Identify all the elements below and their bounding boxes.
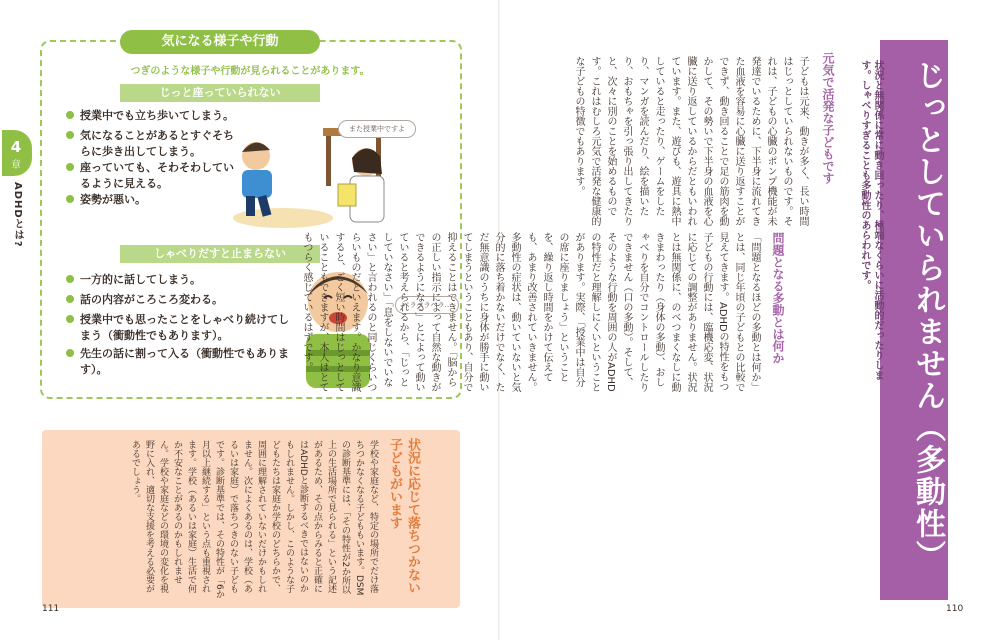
bullet-item: 話の内容がころころ変わる。 [66, 292, 250, 308]
illustration-wandering-boy [228, 96, 458, 236]
column-body: 学校や家庭など、特定の場所でだけ落ちつかなくなる子どももいます。DSMの診断基準には、「その特性が2か所以上の生活場所で見られる」という記述があるため、その点からみると正確にはADHDと診断するべきではないのかもしれません。しかし、このような子どもたちは家庭か学校のどちらかで、周囲に理解されていないだけかもしれません。次によくあるのは、学校（あるいは家庭）で落ちつきのない子どもです。診断基準では、その特性が「6か月以上継続する」という点も重視されます。学校（あるいは家庭）生活で何か不安なことがあるのかもしれません。学校や家庭などの環境の変化を視野に入れ、適切な支援を考える必要があるでしょう。 [130, 440, 378, 599]
section-heading: 問題となる多動とは何か [771, 232, 785, 364]
bullet-item: 座っていても、そわそわしているように見える。 [66, 160, 240, 192]
column-title: 状況に応じて落ちつかない子どもがいます [387, 438, 420, 594]
section-body: 子どもは元来、動きが多く、長い時間はじっとしていられないものです。それは、子どもの心臓のポンプ機能が未発達でいるために、下半身に流れてきた血液を容易に心臓に送り返すことができず、動き回ることで足の筋肉を動かして、その勢いで下半身の血液を心臓に送り返しているからだともいわれています。また、遊びも、遊具に熱中していると走ったり、ゲームをしたり、マンガを読んだり、絵を描いたり、おもちゃを引っ張り出してきたりと、次々に別のことを始めるものです。これはむしろ元気で活発な健康的な子どもの特徴でもあります。 [573, 56, 808, 226]
bullet-dot-icon [66, 163, 74, 171]
bullet-item: 一方的に話してしまう。 [66, 272, 250, 288]
page-title: じっとしていられません（多動性） [910, 60, 945, 572]
bullet-dot-icon [66, 295, 74, 303]
section-heading-talking: しゃべりだすと止まらない [120, 245, 320, 263]
section-body: 「問題となるほどの多動とは何か」とは、同じ年頃の子どもとの比較で見えてきます。ADHDの特性をもつ子どもの行動には、臨機応変、状況に応じての調整がありません。状況とは無関係に、のべつまくなしに動きまわったり（身体の多動）、おしゃべりを自分でコントロールしたりできません（口の多動）。そして、そのような行動を周囲の人がADHDの特性だと理解しにくいということがあります。実際、「授業中は自分の席に座りましょう」ということを、繰り返し時間をかけて伝えても、あまり改善されていきません。多動性の症状は、動いていないと気分的に落ち着かないだけでなく、ただ無意識のうちに身体が勝手に動いてしまうということもあり、自分で抑えることはできません。「脳からの正しい指示によって自然な動きができるようになる」とによって動いていると考えられるから、「じっとしていなさい」「息をしないでいなさい」と言われるのと同じくらいつらいものだといえます。かなり意識すると、ごく短い時間はじっとしていることもできますが、本人はとてもつらく感じているはずです。 [301, 232, 760, 392]
bullet-dot-icon [66, 275, 74, 283]
bullet-dot-icon [66, 195, 74, 203]
page-number: 110 [946, 604, 964, 614]
page-number: 111 [42, 604, 60, 614]
bullet-dot-icon [66, 349, 74, 357]
chapter-unit: 章 [11, 160, 21, 171]
speech-bubble: ペラペラペラ… [395, 296, 459, 314]
page-subtitle: 状況と無関係に常に動き回ったり、極端なくらいに活動的だったりします。しゃべりすぎることも多動性のあらわれです。 [859, 60, 883, 380]
bullet-dot-icon [66, 131, 74, 139]
bullet-item: 気になることがあるとすぐそちらに歩き出してしまう。 [66, 128, 240, 160]
bullet-item: 姿勢が悪い。 [66, 192, 240, 208]
bullet-dot-icon [66, 111, 74, 119]
chapter-number: 4 [10, 138, 22, 156]
section-heading-sitting: じっと座っていられない [120, 84, 320, 102]
section-heading: 元気で活発な子どもです [821, 52, 835, 184]
bullet-item: 授業中でも立ち歩いてしまう。 [66, 108, 250, 124]
behavior-box-title: 気になる様子や行動 [120, 30, 320, 54]
behavior-box-intro: つぎのような様子や行動が見られることがあります。 [130, 66, 370, 77]
speech-bubble: また授業中ですよ [338, 120, 416, 138]
bullet-item: 先生の話に割って入る（衝動性でもあります）。 [66, 346, 300, 378]
bullet-item: 授業中でも思ったことをしゃべり続けてしまう（衝動性でもあります）。 [66, 312, 290, 344]
bullet-dot-icon [66, 315, 74, 323]
chapter-title: ADHDとは? [12, 182, 23, 248]
